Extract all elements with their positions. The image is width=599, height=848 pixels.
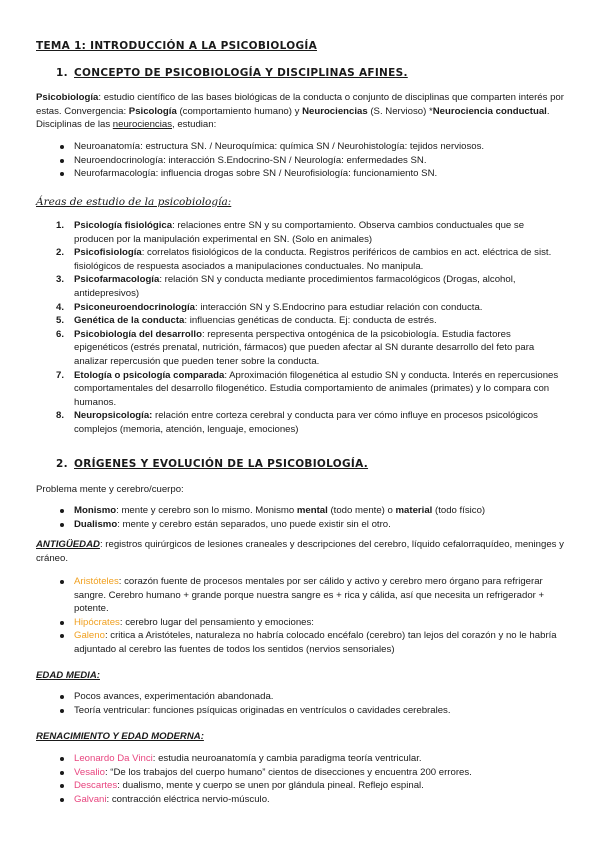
term-mental: mental: [296, 505, 328, 516]
list-item: [60, 766, 560, 780]
list-item: [60, 504, 560, 518]
name-aristoteles: Aristóteles: [74, 576, 119, 587]
edad-media-heading: EDAD MEDIA:: [36, 670, 100, 681]
name-descartes: Descartes: [74, 780, 118, 792]
page-title: TEMA 1: INTRODUCCIÓN A LA PSICOBIOLOGÍA: [36, 40, 318, 52]
item-number: 5.: [56, 315, 65, 327]
item-text: : interacción SN y S.Endocrino para estudiar relación con conducta.: [195, 301, 483, 313]
list-item: [56, 314, 560, 328]
item-text: : relación SN y conducta mediante procedimientos farmacológicos (Drogas, alcohol, antidepresivos): [74, 274, 516, 299]
list-item: [56, 246, 560, 273]
list-item: Neurofarmacología: influencia drogas sobre SN / Neurofisiología: funcionamiento SN.: [60, 167, 560, 181]
item-text: : representa perspectiva ontogénica de la psicobiología. Estudia factores epigenéticos (estrés prenatal, nutrición, fármacos) que pueden afectar al SN durante desarrollo del feto para analizar repercusión que pueden tener sobre la conducta.: [74, 328, 535, 367]
list-item: [60, 518, 560, 532]
list-item: [60, 779, 560, 793]
antiguedad-text: : registros quirúrgicos de lesiones craneales y descripciones del cerebro, líquido cefalorraquídeo, meninges y cráneo.: [36, 539, 564, 564]
item-term: Psiconeuroendocrinología: [74, 301, 196, 313]
item-number: 2.: [56, 247, 65, 259]
item-text: : correlatos fisiológicos de la conducta. Registros periféricos de cambios en act. eléctrica de sist. fisiológicos de respuesta asociados a manipulaciones conductuales. No manipula.: [74, 247, 552, 272]
intro-text-3: (S. Nervioso) *: [367, 105, 433, 117]
term-psicobiologia: Psicobiología: [36, 92, 99, 103]
list-item: [56, 369, 560, 410]
antiguedad-paragraph: [36, 538, 566, 565]
item-number: 6.: [56, 328, 65, 340]
list-item: [60, 616, 560, 630]
term-neurociencias-underlined: neurociencias: [112, 119, 172, 131]
name-galeno: Galeno: [74, 630, 105, 642]
list-item: Teoría ventricular: funciones psíquicas originadas en ventrículos o cavidades cerebrales.: [60, 704, 560, 718]
section-2-number: 2.: [56, 458, 68, 470]
list-item: [60, 793, 560, 807]
term-material: material: [395, 505, 433, 516]
list-item: [56, 219, 560, 246]
section-1-number: 1.: [56, 67, 68, 79]
term-dualismo: Dualismo: [74, 518, 118, 530]
item-number: 4.: [56, 301, 65, 313]
item-text: : relaciones entre SN y su comportamiento. Observa cambios conductuales que se producen por la manipulación experimental en SN. (Solo en animales): [74, 220, 525, 245]
list-item: Neuroendocrinología: interacción S.Endocrino-SN / Neurología: enfermedades SN.: [60, 154, 560, 168]
areas-heading: Áreas de estudio de la psicobiología:: [36, 196, 232, 208]
mind-body-list: [60, 504, 560, 531]
intro-text-2: (comportamiento humano) y: [176, 105, 303, 117]
term-neurociencias: Neurociencias: [302, 105, 368, 117]
section-2-title: ORÍGENES Y EVOLUCIÓN DE LA PSICOBIOLOGÍA.: [74, 458, 369, 470]
item-term: Psicofisiología: [74, 247, 142, 259]
item-text: : “De los trabajos del cuerpo humano” cientos de disecciones y encuentra 200 errores.: [104, 766, 472, 778]
item-term: Neuropsicología:: [74, 410, 153, 422]
intro-text-4: . Disciplinas de las: [36, 105, 550, 131]
item-text: : Aproximación filogenética al estudio SN y conducta. Interés en repercusiones comportamentales del desarrollo filogenético. Estudia comportamiento de animales (primates) y lo compara con humanos.: [74, 369, 559, 408]
renacimiento-heading: RENACIMIENTO Y EDAD MODERNA:: [36, 731, 204, 742]
term-monismo: Monismo: [74, 505, 117, 516]
item-text: : estudia neuroanatomía y cambia paradigma teoría ventricular.: [152, 753, 422, 764]
list-item: [56, 273, 560, 300]
item-text: : corazón fuente de procesos mentales por ser cálido y activo y cerebro mero órgano para refrigerar sangre. Cerebro humano + grande porque nuestra sangre es + rica y cálida, así que necesita un refrigerador + potente.: [74, 576, 545, 615]
list-item: [56, 301, 560, 315]
item-text: : mente y cerebro están separados, uno puede existir sin el otro.: [117, 518, 391, 530]
list-item: [60, 629, 560, 656]
item-term: Psicobiología del desarrollo: [74, 328, 202, 340]
list-item: [60, 752, 560, 766]
list-item: [56, 328, 560, 369]
disciplines-list: [60, 140, 560, 181]
item-term: Genética de la conducta: [74, 315, 185, 327]
term-psicologia: Psicología: [128, 105, 177, 117]
name-galvani: Galvani: [74, 793, 107, 805]
name-vesalio: Vesalio: [74, 766, 105, 778]
term-neurociencia-conductual: Neurociencia conductual: [432, 105, 547, 117]
intro-text-5: , estudian:: [172, 119, 217, 131]
intro-paragraph: [36, 91, 566, 132]
section-1-title: CONCEPTO DE PSICOBIOLOGÍA Y DISCIPLINAS AFINES.: [74, 67, 408, 79]
problem-line: Problema mente y cerebro/cuerpo:: [36, 484, 184, 495]
ancient-list: [60, 575, 560, 657]
item-term: Psicología fisiológica: [74, 220, 173, 231]
item-text: (todo físico): [432, 505, 486, 516]
item-text: : contracción eléctrica nervio-músculo.: [106, 793, 270, 805]
intro-text-1: : estudio científico de las bases biológicas de la conducta o conjunto de disciplinas que comparten interés por estas. Convergencia:: [36, 92, 564, 117]
list-item: [56, 409, 560, 436]
item-text: : dualismo, mente y cuerpo se unen por glándula pineal. Reflejo espinal.: [117, 780, 424, 792]
item-text: relación entre corteza cerebral y conducta para ver cómo influye en procesos psicológicos complejos (memoria, atención, lenguaje, emociones): [74, 410, 538, 435]
item-number: 7.: [56, 369, 65, 381]
name-da-vinci: Leonardo Da Vinci: [74, 753, 153, 764]
item-text: : mente y cerebro son lo mismo. Monismo: [116, 505, 297, 516]
modern-list: [60, 752, 560, 806]
item-number: 3.: [56, 274, 65, 286]
list-item: [60, 575, 560, 616]
list-item: Pocos avances, experimentación abandonada.: [60, 690, 560, 704]
section-1-heading: [56, 67, 408, 79]
list-item: Neuroanatomía: estructura SN. / Neuroquímica: química SN / Neurohistología: tejidos nerviosos.: [60, 140, 560, 154]
name-hipocrates: Hipócrates: [74, 616, 120, 628]
antiguedad-label: ANTIGÜEDAD: [36, 539, 100, 550]
item-text: : critica a Aristóteles, naturaleza no habría colocado encéfalo (cerebro) tan lejos del corazón y no le habría adjuntado al cerebro las fuentes de todos los sentidos (nervios sensoriales): [74, 630, 557, 655]
item-text: : influencias genéticas de conducta. Ej: conducta de estrés.: [184, 315, 437, 327]
section-2-heading: [56, 458, 368, 470]
item-text: : cerebro lugar del pensamiento y emociones:: [119, 616, 314, 628]
item-term: Etología o psicología comparada: [74, 369, 225, 381]
item-number: 1.: [56, 220, 65, 231]
medieval-list: [60, 690, 560, 717]
item-number: 8.: [56, 410, 65, 422]
item-term: Psicofarmacología: [74, 274, 160, 286]
item-text: (todo mente) o: [327, 505, 396, 516]
areas-list: [56, 219, 560, 437]
